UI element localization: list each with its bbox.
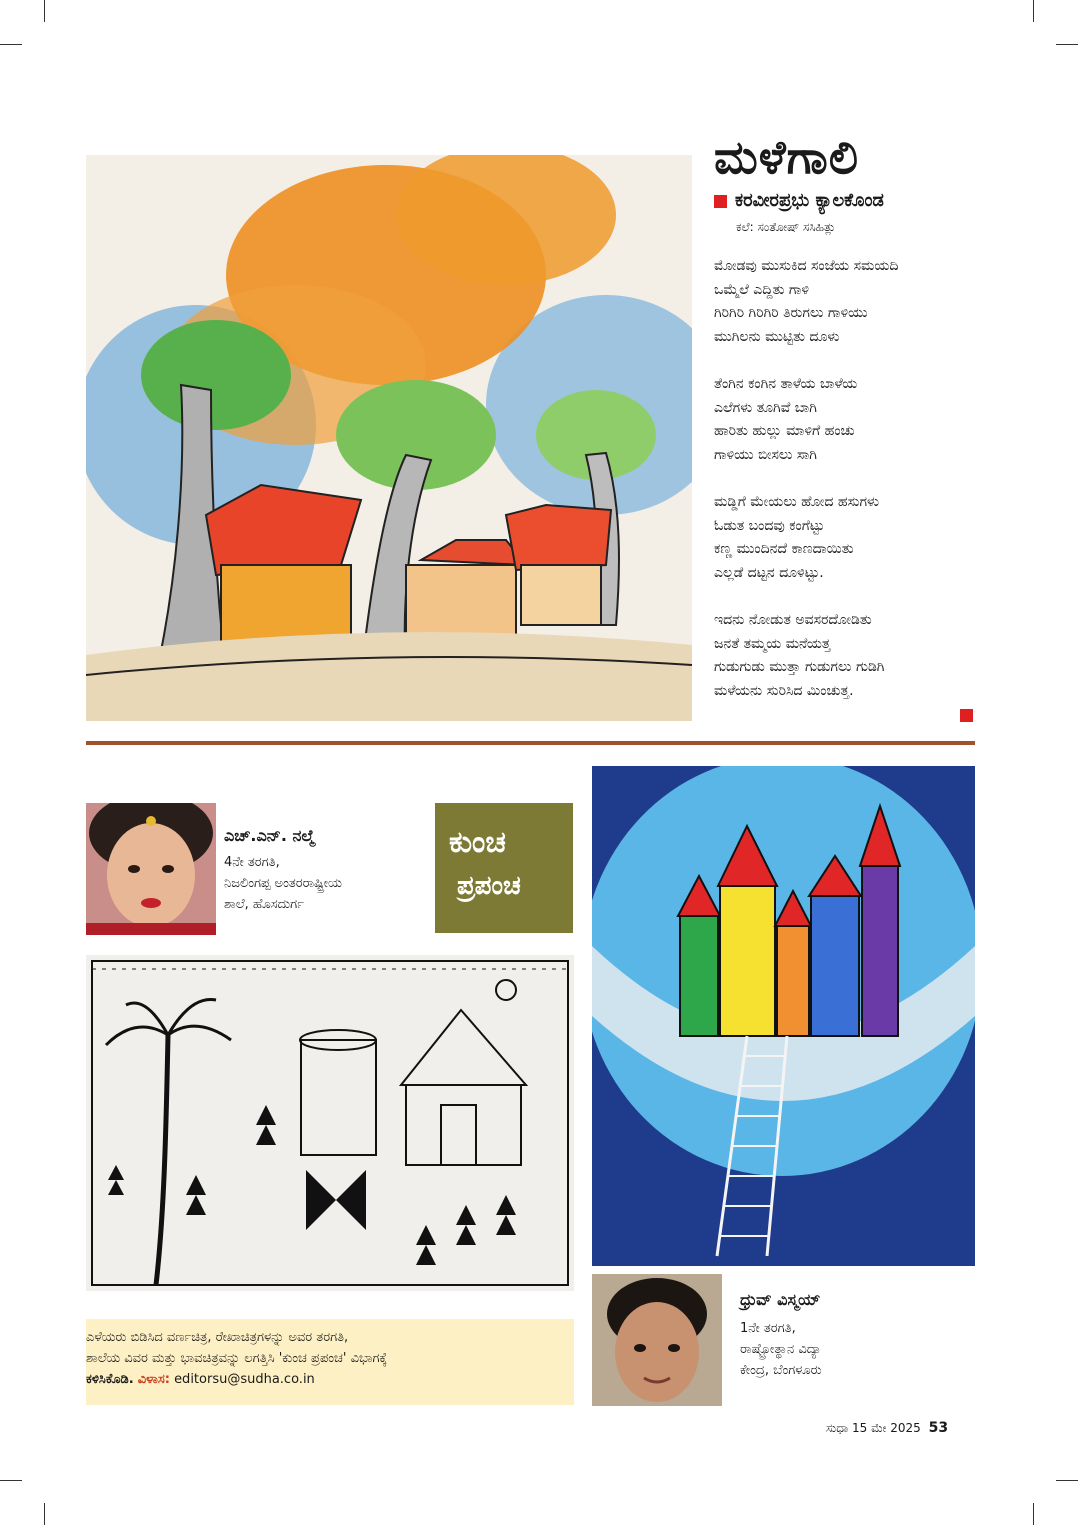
warli-drawing [86,955,574,1291]
poem-stanza-1 [714,255,898,349]
student1-details [224,852,342,915]
submission-notice [86,1319,574,1405]
poem-illustration [86,155,692,721]
end-square-icon [960,709,973,722]
castle-painting [592,766,975,1266]
notice-line: ಎಳೆಯರು ಬಿಡಿಸಿದ ವರ್ಣಚಿತ್ರ, ರೇಖಾಚಿತ್ರಗಳನ್ನು ಅವರ ತರಗತಿ, [86,1330,349,1345]
author-name: ಕರವೀರಪ್ರಭು ಕ್ಯಾಲಕೊಂಡ [735,190,884,211]
student2-detail-line: 1ನೇ ತರಗತಿ, [740,1321,796,1336]
student2-detail-line: ಕೇಂದ್ರ, ಬೆಂಗಳೂರು [740,1363,822,1378]
address-label: ವಿಳಾಸ: [137,1372,170,1387]
section-divider [86,741,975,745]
poem-line: ಎಲ್ಲಡೆ ದಟ್ಟನ ದೂಳಿಟ್ಟು. [714,564,824,581]
section-logo-line2: ಪ್ರಪಂಚ [457,871,521,901]
red-square-icon [714,195,727,208]
page-number: 53 [928,1420,949,1436]
student1-detail-line: ನಿಜಲಿಂಗಪ್ಪ ಅಂತರರಾಷ್ಟ್ರೀಯ [224,876,342,891]
student1-detail-line: ಶಾಲೆ, ಹೊಸದುರ್ಗ [224,897,304,912]
poem-line: ಮೋಡವು ಮುಸುಕಿದ ಸಂಜೆಯ ಸಮಯದಿ [714,258,899,274]
poem-stanza-2 [714,373,857,467]
notice-line: ಶಾಲೆಯ ವಿವರ ಮತ್ತು ಭಾವಚಿತ್ರವನ್ನು ಲಗತ್ತಿಸಿ 'ಕುಂಚ ಪ್ರಪಂಚ' ವಿಭಾಗಕ್ಕೆ [86,1351,388,1366]
poem-stanza-3 [714,491,879,585]
section-logo-line1: ಕುಂಚ [449,825,506,860]
student1-photo [86,803,216,935]
poem-line: ಗಿರಿಗಿರಿ ಗಿರಿಗಿರಿ ತಿರುಗಲು ಗಾಳಿಯು [714,305,868,321]
student2-detail-line: ರಾಷ್ಟ್ರೋತ್ಥಾನ ವಿದ್ಯಾ [740,1342,822,1357]
student2-details [740,1318,822,1381]
student2-name: ಧ್ರುವ್ ವಿಸ್ಮಯ್ [740,1290,821,1309]
poem-line: ಹಾರಿತು ಹುಲ್ಲು ಮಾಳಿಗೆ ಹಂಚು [714,423,855,439]
page-footer [826,1420,948,1436]
poem-line: ಮಡ್ಡಿಗೆ ಮೇಯಲು ಹೋದ ಹಸುಗಳು [714,494,880,510]
poem-line: ಗುಡುಗುಡು ಮುತ್ತಾ ಗುಡುಗಲು ಗುಡಿಗಿ [714,659,885,675]
poem-author [714,190,884,211]
student1-name: ಎಚ್.ಎನ್. ನಲ್ಮೆ [224,826,315,845]
poem-title: ಮಳೆಗಾಲಿ [714,130,859,184]
student1-detail-line: 4ನೇ ತರಗತಿ, [224,855,280,870]
poem-line: ಮುಗಿಲನು ಮುಟ್ಟಿತು ದೂಳು [714,328,840,345]
notice-prefix: ಕಳಿಸಿಕೊಡಿ. [86,1372,134,1387]
student2-photo [592,1274,722,1406]
poem-line: ಎಲೆಗಳು ತೂಗಿವೆ ಬಾಗಿ [714,399,817,416]
poem-line: ಓಡುತ ಬಂದವು ಕಂಗೆಟ್ಟು [714,517,825,534]
poem-stanza-4 [714,609,884,703]
notice-line [86,1369,574,1390]
section-logo [435,803,573,933]
poem-line: ಇದನು ನೋಡುತ ಅವಸರದೋಡಿತು [714,612,872,628]
poem-line: ತೆಂಗಿನ ಕಂಗಿನ ತಾಳೆಯ ಬಾಳೆಯ [714,376,858,392]
poem-line: ಗಾಳಿಯು ಬೀಸಲು ಸಾಗಿ [714,446,817,463]
poem-line: ಜನತೆ ತಮ್ಮಯ ಮನೆಯತ್ತ [714,635,831,652]
issue-date: 15 ಮೇ 2025 [852,1421,921,1435]
poem-line: ಕಣ್ಣ ಮುಂದಿನದೆ ಕಾಣದಾಯಿತು [714,541,854,557]
poem-line: ಒಮ್ಮೆಲೆ ಎದ್ದಿತು ಗಾಳಿ [714,281,810,298]
magazine-name: ಸುಧಾ [826,1421,849,1435]
art-credit: ಕಲೆ: ಸಂತೋಷ್ ಸಸಿಹಿತ್ಲು [736,220,836,234]
contact-email[interactable]: editorsu@sudha.co.in [174,1372,315,1387]
poem-line: ಮಳೆಯನು ಸುರಿಸಿದ ಮಿಂಚುತ್ತ. [714,682,854,699]
